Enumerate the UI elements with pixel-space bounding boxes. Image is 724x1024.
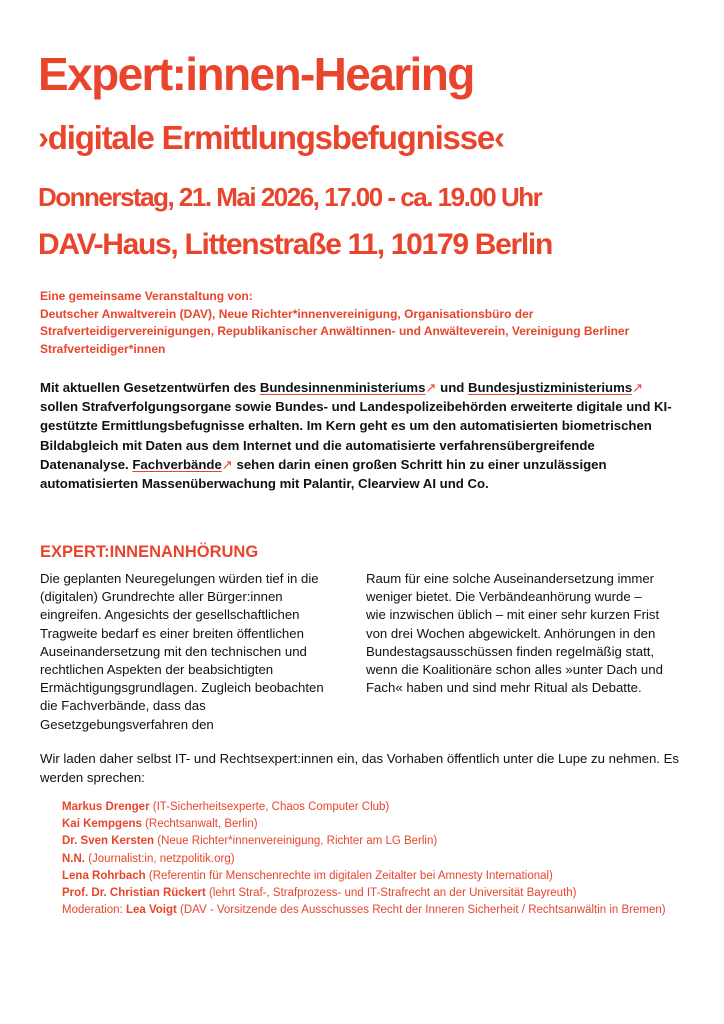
intro-text-3: sollen Strafverfolgungsorgane sowie Bundes- und Landespolizeibehörden erweiterte digitale und KI-gestützte Ermittlungsbefugnisse erhalten. Im Kern geht es um den automatisierten biometrischen Bildabgleich mit Daten aus dem Internet und die automatisierte verfahrensübergreifende Datenanalyse. xyxy=(40,399,672,472)
page-title: Expert:innen-Hearing xyxy=(38,48,474,100)
speaker-name: Markus Drenger xyxy=(62,801,150,813)
organizers-block xyxy=(40,288,680,358)
speaker-list xyxy=(62,799,702,919)
moderator-name: Lea Voigt xyxy=(125,904,177,917)
speaker-item xyxy=(62,816,702,833)
body-column-right: Raum für eine solche Auseinandersetzung immer weniger bietet. Die Verbändeanhörung wurde – wie inzwischen üblich – mit einer sehr kurzen Frist von drei Wochen abgewickelt. Anhörungen in den Bundestagsausschüssen finden regelmäßig statt, wenn die Koalitionäre schon alles »unter Dach und Fach« haben und sind mehr Ritual als Debatte. xyxy=(366,571,663,696)
organizers-label: Eine gemeinsame Veranstaltung von: xyxy=(40,289,253,303)
speaker-name: Lena Rohrbach xyxy=(62,869,146,882)
intro-text-4: sehen darin einen großen Schritt hin zu einer unzulässigen automatisierten Massenüberwachung mit Palantir, Clearview AI und Co. xyxy=(40,456,607,492)
invitation-paragraph: Wir laden daher selbst IT- und Rechtsexpert:innen ein, das Vorhaben öffentlich unter die Lupe zu nehmen. Es werden sprechen: xyxy=(40,751,680,785)
intro-text-2: und xyxy=(436,380,469,395)
speaker-item xyxy=(62,799,702,816)
speaker-item xyxy=(62,885,702,902)
intro-paragraph xyxy=(40,378,680,493)
link-bundesjustizministerium[interactable]: Bundesjustizministeriums xyxy=(468,380,633,395)
external-link-icon: ↗ xyxy=(632,380,644,395)
speaker-role: (IT-Sicherheitsexperte, Chaos Computer Club) xyxy=(149,801,390,813)
event-venue: DAV-Haus, Littenstraße 11, 10179 Berlin xyxy=(38,228,552,261)
external-link-icon: ↗ xyxy=(221,456,233,472)
link-fachverbaende[interactable]: Fachverbände xyxy=(132,456,222,472)
speaker-name: Prof. Dr. Christian Rückert xyxy=(62,887,206,900)
speaker-role: (lehrt Straf-, Strafprozess- und IT-Strafrecht an der Universität Bayreuth) xyxy=(205,887,577,900)
organizers-list: Deutscher Anwaltverein (DAV), Neue Richter*innenvereinigung, Organisationsbüro der Strafverteidigervereinigungen, Republikanischer Anwältinnen- und Anwälteverein, Vereinigung Berliner Strafverteidiger*innen xyxy=(40,306,630,356)
speaker-role: (Referentin für Menschenrechte im digitalen Zeitalter bei Amnesty International) xyxy=(145,869,553,882)
link-bundesinnenministerium[interactable]: Bundesinnenministeriums xyxy=(259,380,426,395)
speaker-role: (Rechtsanwalt, Berlin) xyxy=(141,818,258,831)
body-column-left: Die geplanten Neuregelungen würden tief in die (digitalen) Grundrechte aller Bürger:innen eingreifen. Angesichts der gesellschaftlichen Tragweite bedarf es einer breiten öffentlichen Auseinandersetzung mit den technischen und rechtlichen Aspekten der beabsichtigten Ermächtigungsgrundlagen. Zugleich beobachten die Fachverbände, dass das Gesetzgebungsverfahren den xyxy=(40,571,324,732)
page-subtitle: ›digitale Ermittlungsbefugnisse‹ xyxy=(38,119,504,156)
moderator-item xyxy=(62,902,702,919)
external-link-icon: ↗ xyxy=(425,380,437,395)
speaker-item xyxy=(62,833,702,850)
speaker-name: N.N. xyxy=(62,852,85,865)
moderator-label: Moderation: xyxy=(62,904,126,917)
speaker-name: Dr. Sven Kersten xyxy=(62,835,155,848)
moderator-role: (DAV - Vorsitzende des Ausschusses Recht der Inneren Sicherheit / Rechtsanwältin in Bremen) xyxy=(176,904,666,917)
speaker-role: (Neue Richter*innenvereinigung, Richter am LG Berlin) xyxy=(154,835,438,848)
intro-text-1: Mit aktuellen Gesetzentwürfen des xyxy=(40,380,260,395)
speaker-role: (Journalist:in, netzpolitik.org) xyxy=(85,852,235,865)
speaker-item xyxy=(62,851,702,868)
speaker-name: Kai Kempgens xyxy=(62,818,142,831)
speaker-item xyxy=(62,868,702,885)
section-heading: EXPERT:INNENANHÖRUNG xyxy=(40,543,259,561)
event-date: Donnerstag, 21. Mai 2026, 17.00 - ca. 19.00 Uhr xyxy=(38,182,542,212)
